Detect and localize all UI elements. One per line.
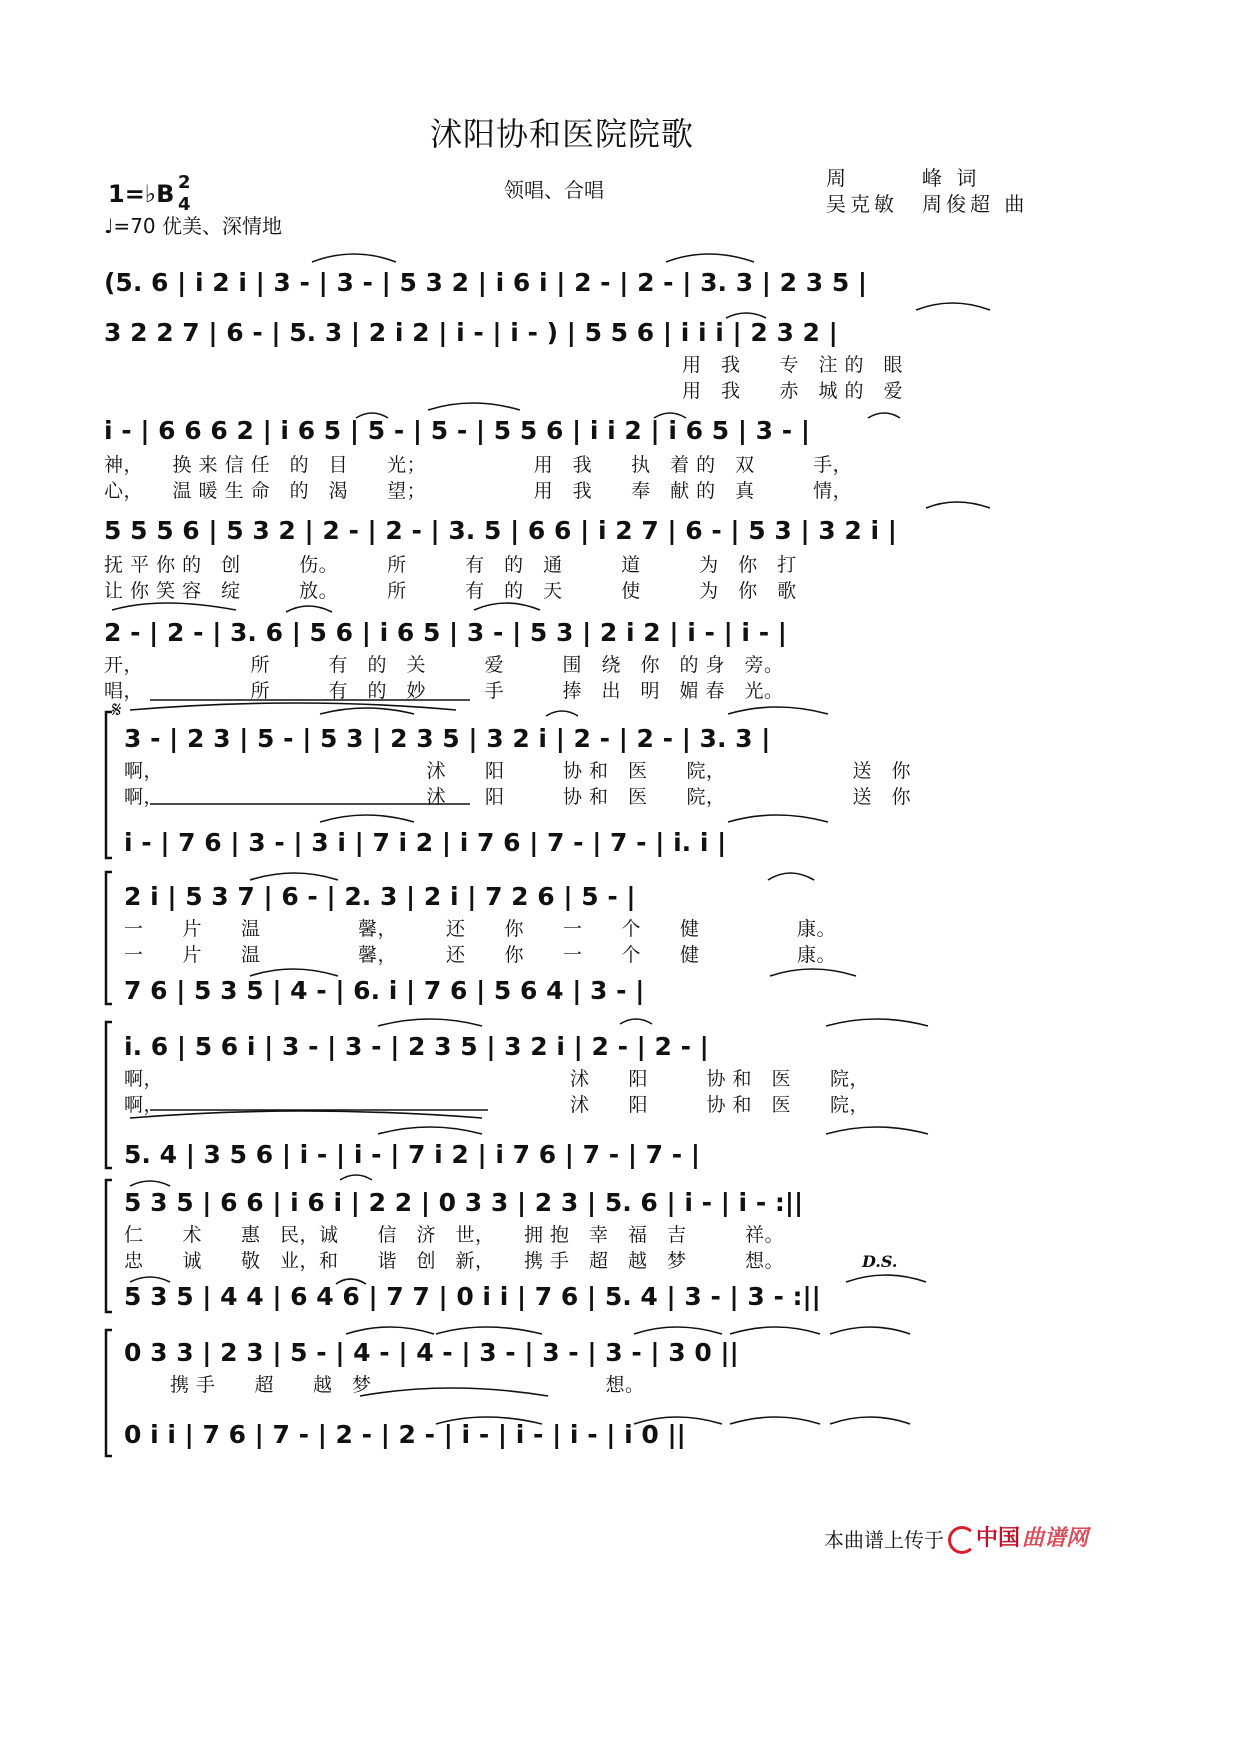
time-signature-top: 2	[178, 172, 191, 193]
notation-text: 5. 4 | 3 5 6 | i - | i - | 7 i 2 | i 7 6 | 7 - | 7 - |	[124, 1140, 700, 1169]
tempo-marking: ♩=70 优美、深情地	[104, 214, 282, 238]
performance-type: 领唱、合唱	[504, 178, 604, 202]
notation-text: 3 - | 2 3 | 5 - | 5 3 | 2 3 5 | 3 2 i | 2 - | 2 - | 3. 3 |	[124, 724, 771, 753]
lyric-line: 忠 诚 敬 业，和 谐 创 新， 携 手 超 越 梦 想。	[124, 1250, 785, 1272]
lyric-line: 啊，	[124, 1094, 164, 1116]
system-brackets	[106, 712, 112, 1456]
site-logo-icon	[948, 1526, 976, 1554]
lyric-line: 啊，	[124, 1068, 164, 1090]
lyric-line: 沭 阳 协 和 医 院，	[570, 1068, 870, 1090]
notation-text: 7 6 | 5 3 5 | 4 - | 6. i | 7 6 | 5 6 4 | 3 - |	[124, 976, 645, 1005]
key-signature: 1=♭B	[108, 180, 175, 208]
lyric-line: 用 我 赤 城 的 爱	[682, 380, 904, 402]
lyric-line: 携 手 超 越 梦 想。	[170, 1374, 645, 1396]
lyric-line: 用 我 专 注 的 眼	[682, 354, 904, 376]
notation-text: 2 - | 2 - | 3. 6 | 5 6 | i 6 5 | 3 - | 5 3 | 2 i 2 | i - | i - |	[104, 618, 787, 647]
notation-text: 5 3 5 | 4 4 | 6 4 6 | 7 7 | 0 i i | 7 6 | 5. 4 | 3 - | 3 - :||	[124, 1282, 821, 1311]
notation-text: 5 3 5 | 6 6 | i 6 i | 2 2 | 0 3 3 | 2 3 | 5. 6 | i - | i - :||	[124, 1188, 804, 1217]
notation-text: i. 6 | 5 6 i | 3 - | 3 - | 2 3 5 | 3 2 i | 2 - | 2 - |	[124, 1032, 709, 1061]
lyricist-credit: 周 峰 词	[826, 166, 981, 190]
notation-text: i - | 7 6 | 3 - | 3 i | 7 i 2 | i 7 6 | 7 - | 7 - | i. i |	[124, 828, 727, 857]
segno-sign: 𝄋	[112, 698, 122, 723]
lyric-line: 啊， 沭 阳 协 和 医 院， 送 你	[124, 760, 912, 782]
notation-text: 0 i i | 7 6 | 7 - | 2 - | 2 - | i - | i - | i - | i 0 ||	[124, 1420, 686, 1449]
dal-segno-mark: D.S.	[862, 1252, 898, 1271]
lyric-line: 抚 平 你 的 创 伤。 所 有 的 通 道 为 你 打	[104, 554, 797, 576]
lyric-line: 唱， 所 有 的 妙 手 捧 出 明 媚 春 光。	[104, 680, 784, 702]
lyric-line: 一 片 温 馨， 还 你 一 个 健 康。	[124, 918, 837, 940]
upload-credit: 本曲谱上传于	[824, 1528, 944, 1552]
lyric-line: 开， 所 有 的 关 爱 围 绕 你 的 身 旁。	[104, 654, 784, 676]
notation-text: (5. 6 | i 2 i | 3 - | 3 - | 5 3 2 | i 6 i | 2 - | 2 - | 3. 3 | 2 3 5 |	[104, 268, 868, 297]
slurs	[112, 254, 990, 1424]
lyric-line: 一 片 温 馨， 还 你 一 个 健 康。	[124, 944, 837, 966]
song-title: 沭阳协和医院院歌	[430, 115, 695, 153]
notation-text: i - | 6 6 6 2 | i 6 5 | 5 - | 5 - | 5 5 6 | i i 2 | i 6 5 | 3 - |	[104, 416, 810, 445]
time-signature-bottom: 4	[178, 194, 191, 215]
site-brand: 中国	[976, 1526, 1021, 1551]
lyric-line: 沭 阳 协 和 医 院，	[570, 1094, 870, 1116]
lyric-line: 神， 换 来 信 任 的 目 光； 用 我 执 着 的 双 手，	[104, 454, 853, 476]
lyric-extension-lines	[150, 700, 488, 1110]
notation-text: 5 5 5 6 | 5 3 2 | 2 - | 2 - | 3. 5 | 6 6 | i 2 7 | 6 - | 5 3 | 3 2 i |	[104, 516, 897, 545]
lyric-line: 仁 术 惠 民，诚 信 济 世， 拥 抱 幸 福 吉 祥。	[124, 1224, 785, 1246]
notation-text: 2 i | 5 3 7 | 6 - | 2. 3 | 2 i | 7 2 6 | 5 - |	[124, 882, 636, 911]
notation-text: 3 2 2 7 | 6 - | 5. 3 | 2 i 2 | i - | i - ) | 5 5 6 | i i i | 2 3 2 |	[104, 318, 838, 347]
notation-text: 0 3 3 | 2 3 | 5 - | 4 - | 4 - | 3 - | 3 - | 3 - | 3 0 ||	[124, 1338, 739, 1367]
site-name[interactable]: 曲谱网	[1022, 1526, 1089, 1551]
composer-credit: 吴克敏 周俊超 曲	[826, 192, 1029, 216]
lyric-line: 啊， 沭 阳 协 和 医 院， 送 你	[124, 786, 912, 808]
lyric-line: 让 你 笑 容 绽 放。 所 有 的 天 使 为 你 歌	[104, 580, 797, 602]
lyric-line: 心， 温 暖 生 命 的 渴 望； 用 我 奉 献 的 真 情，	[104, 480, 853, 502]
